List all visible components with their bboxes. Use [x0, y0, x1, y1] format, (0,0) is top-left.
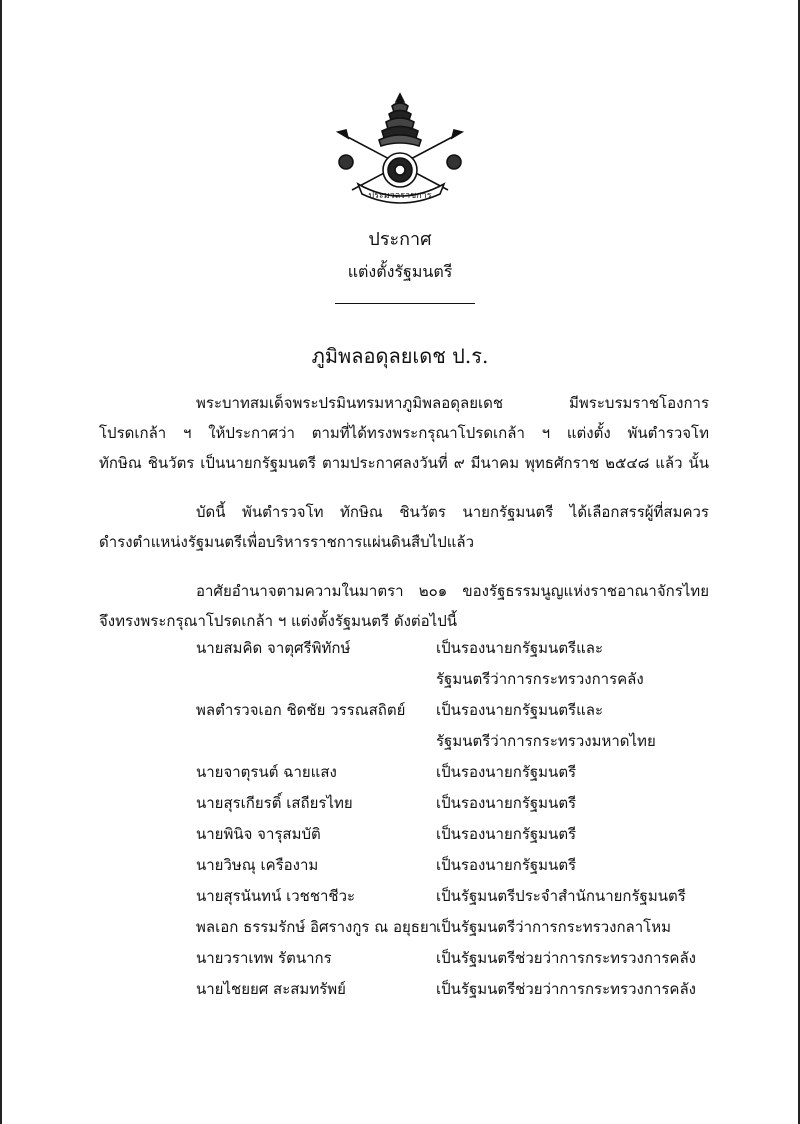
- minister-row: [196, 726, 716, 757]
- announcement-subtitle: แต่งตั้งรัฐมนตรี: [347, 262, 453, 281]
- minister-row: [196, 850, 716, 881]
- minister-row: [196, 943, 716, 974]
- minister-name: นายจาตุรนต์ ฉายแสง: [196, 763, 337, 781]
- paragraph-line: บัดนี้ พันตำรวจโท ทักษิณ ชินวัตร นายกรัฐมนตรี ได้เลือกสรรผู้ที่สมควร: [196, 503, 709, 521]
- emblem-ribbon-text: ประมวลราชการ: [368, 191, 432, 201]
- minister-position: รัฐมนตรีว่าการกระทรวงการคลัง: [436, 670, 644, 688]
- minister-position: เป็นรัฐมนตรีประจำสำนักนายกรัฐมนตรี: [436, 887, 686, 905]
- minister-name: นายวราเทพ รัตนากร: [196, 949, 332, 967]
- minister-row: [196, 695, 716, 726]
- minister-name: นายสุรนันทน์ เวชชาชีวะ: [196, 887, 356, 905]
- minister-row: [196, 912, 716, 943]
- minister-row: [196, 881, 716, 912]
- paragraph-selection: [99, 497, 709, 557]
- minister-list: [196, 633, 716, 1005]
- paragraph-line: อาศัยอำนาจตามความในมาตรา ๒๐๑ ของรัฐธรรมนูญแห่งราชอาณาจักรไทย: [196, 582, 709, 600]
- minister-position: เป็นรัฐมนตรีว่าการกระทรวงกลาโหม: [436, 918, 671, 936]
- minister-row: [196, 819, 716, 850]
- announcement-title: ประกาศ: [368, 229, 432, 250]
- minister-position: เป็นรองนายกรัฐมนตรี: [436, 825, 577, 843]
- paragraph-line: จึงทรงพระกรุณาโปรดเกล้า ฯ แต่งตั้งรัฐมนตรี ดังต่อไปนี้: [99, 612, 457, 630]
- minister-position: เป็นรัฐมนตรีช่วยว่าการกระทรวงการคลัง: [436, 949, 696, 967]
- minister-name: พลเอก ธรรมรักษ์ อิศรางกูร ณ อยุธยา: [196, 918, 438, 936]
- minister-row: [196, 664, 716, 695]
- paragraph-line: พระบาทสมเด็จพระปรมินทรมหาภูมิพลอดุลยเดช มีพระบรมราชโองการ: [196, 394, 709, 412]
- paragraph-line: ทักษิณ ชินวัตร เป็นนายกรัฐมนตรี ตามประกาศลงวันที่ ๙ มีนาคม พุทธศักราช ๒๕๔๘ แล้ว นั้น: [99, 454, 709, 472]
- royal-signature: ภูมิพลอดุลยเดช ป.ร.: [311, 344, 489, 368]
- minister-name: นายสุรเกียรติ์ เสถียรไทย: [196, 794, 353, 812]
- minister-name: นายวิษณุ เครืองาม: [196, 856, 319, 874]
- minister-name: นายไชยยศ สะสมทรัพย์: [196, 980, 346, 998]
- minister-position: เป็นรองนายกรัฐมนตรีและ: [436, 639, 604, 657]
- title-divider: [335, 303, 475, 304]
- minister-position: เป็นรองนายกรัฐมนตรี: [436, 856, 577, 874]
- paragraph-royal-command: [99, 388, 709, 478]
- minister-position: เป็นรองนายกรัฐมนตรีและ: [436, 701, 604, 719]
- minister-row: [196, 633, 716, 664]
- paragraph-authority: [99, 576, 709, 636]
- minister-position: เป็นรองนายกรัฐมนตรี: [436, 763, 577, 781]
- page-edge-left: [0, 0, 2, 1124]
- minister-name: นายสมคิด จาตุศรีพิทักษ์: [196, 639, 351, 657]
- minister-name: นายพินิจ จารุสมบัติ: [196, 825, 321, 843]
- paragraph-line: ดำรงตำแหน่งรัฐมนตรีเพื่อบริหารราชการแผ่นดินสืบไปแล้ว: [99, 533, 475, 551]
- royal-emblem-icon: [336, 92, 464, 208]
- minister-row: [196, 788, 716, 819]
- minister-position: เป็นรัฐมนตรีช่วยว่าการกระทรวงการคลัง: [436, 980, 696, 998]
- minister-row: [196, 974, 716, 1005]
- minister-row: [196, 757, 716, 788]
- minister-name: พลตำรวจเอก ชิดชัย วรรณสถิตย์: [196, 701, 406, 719]
- minister-position: รัฐมนตรีว่าการกระทรวงมหาดไทย: [436, 732, 656, 750]
- minister-position: เป็นรองนายกรัฐมนตรี: [436, 794, 577, 812]
- paragraph-line: โปรดเกล้า ฯ ให้ประกาศว่า ตามที่ได้ทรงพระกรุณาโปรดเกล้า ฯ แต่งตั้ง พันตำรวจโท: [99, 424, 709, 442]
